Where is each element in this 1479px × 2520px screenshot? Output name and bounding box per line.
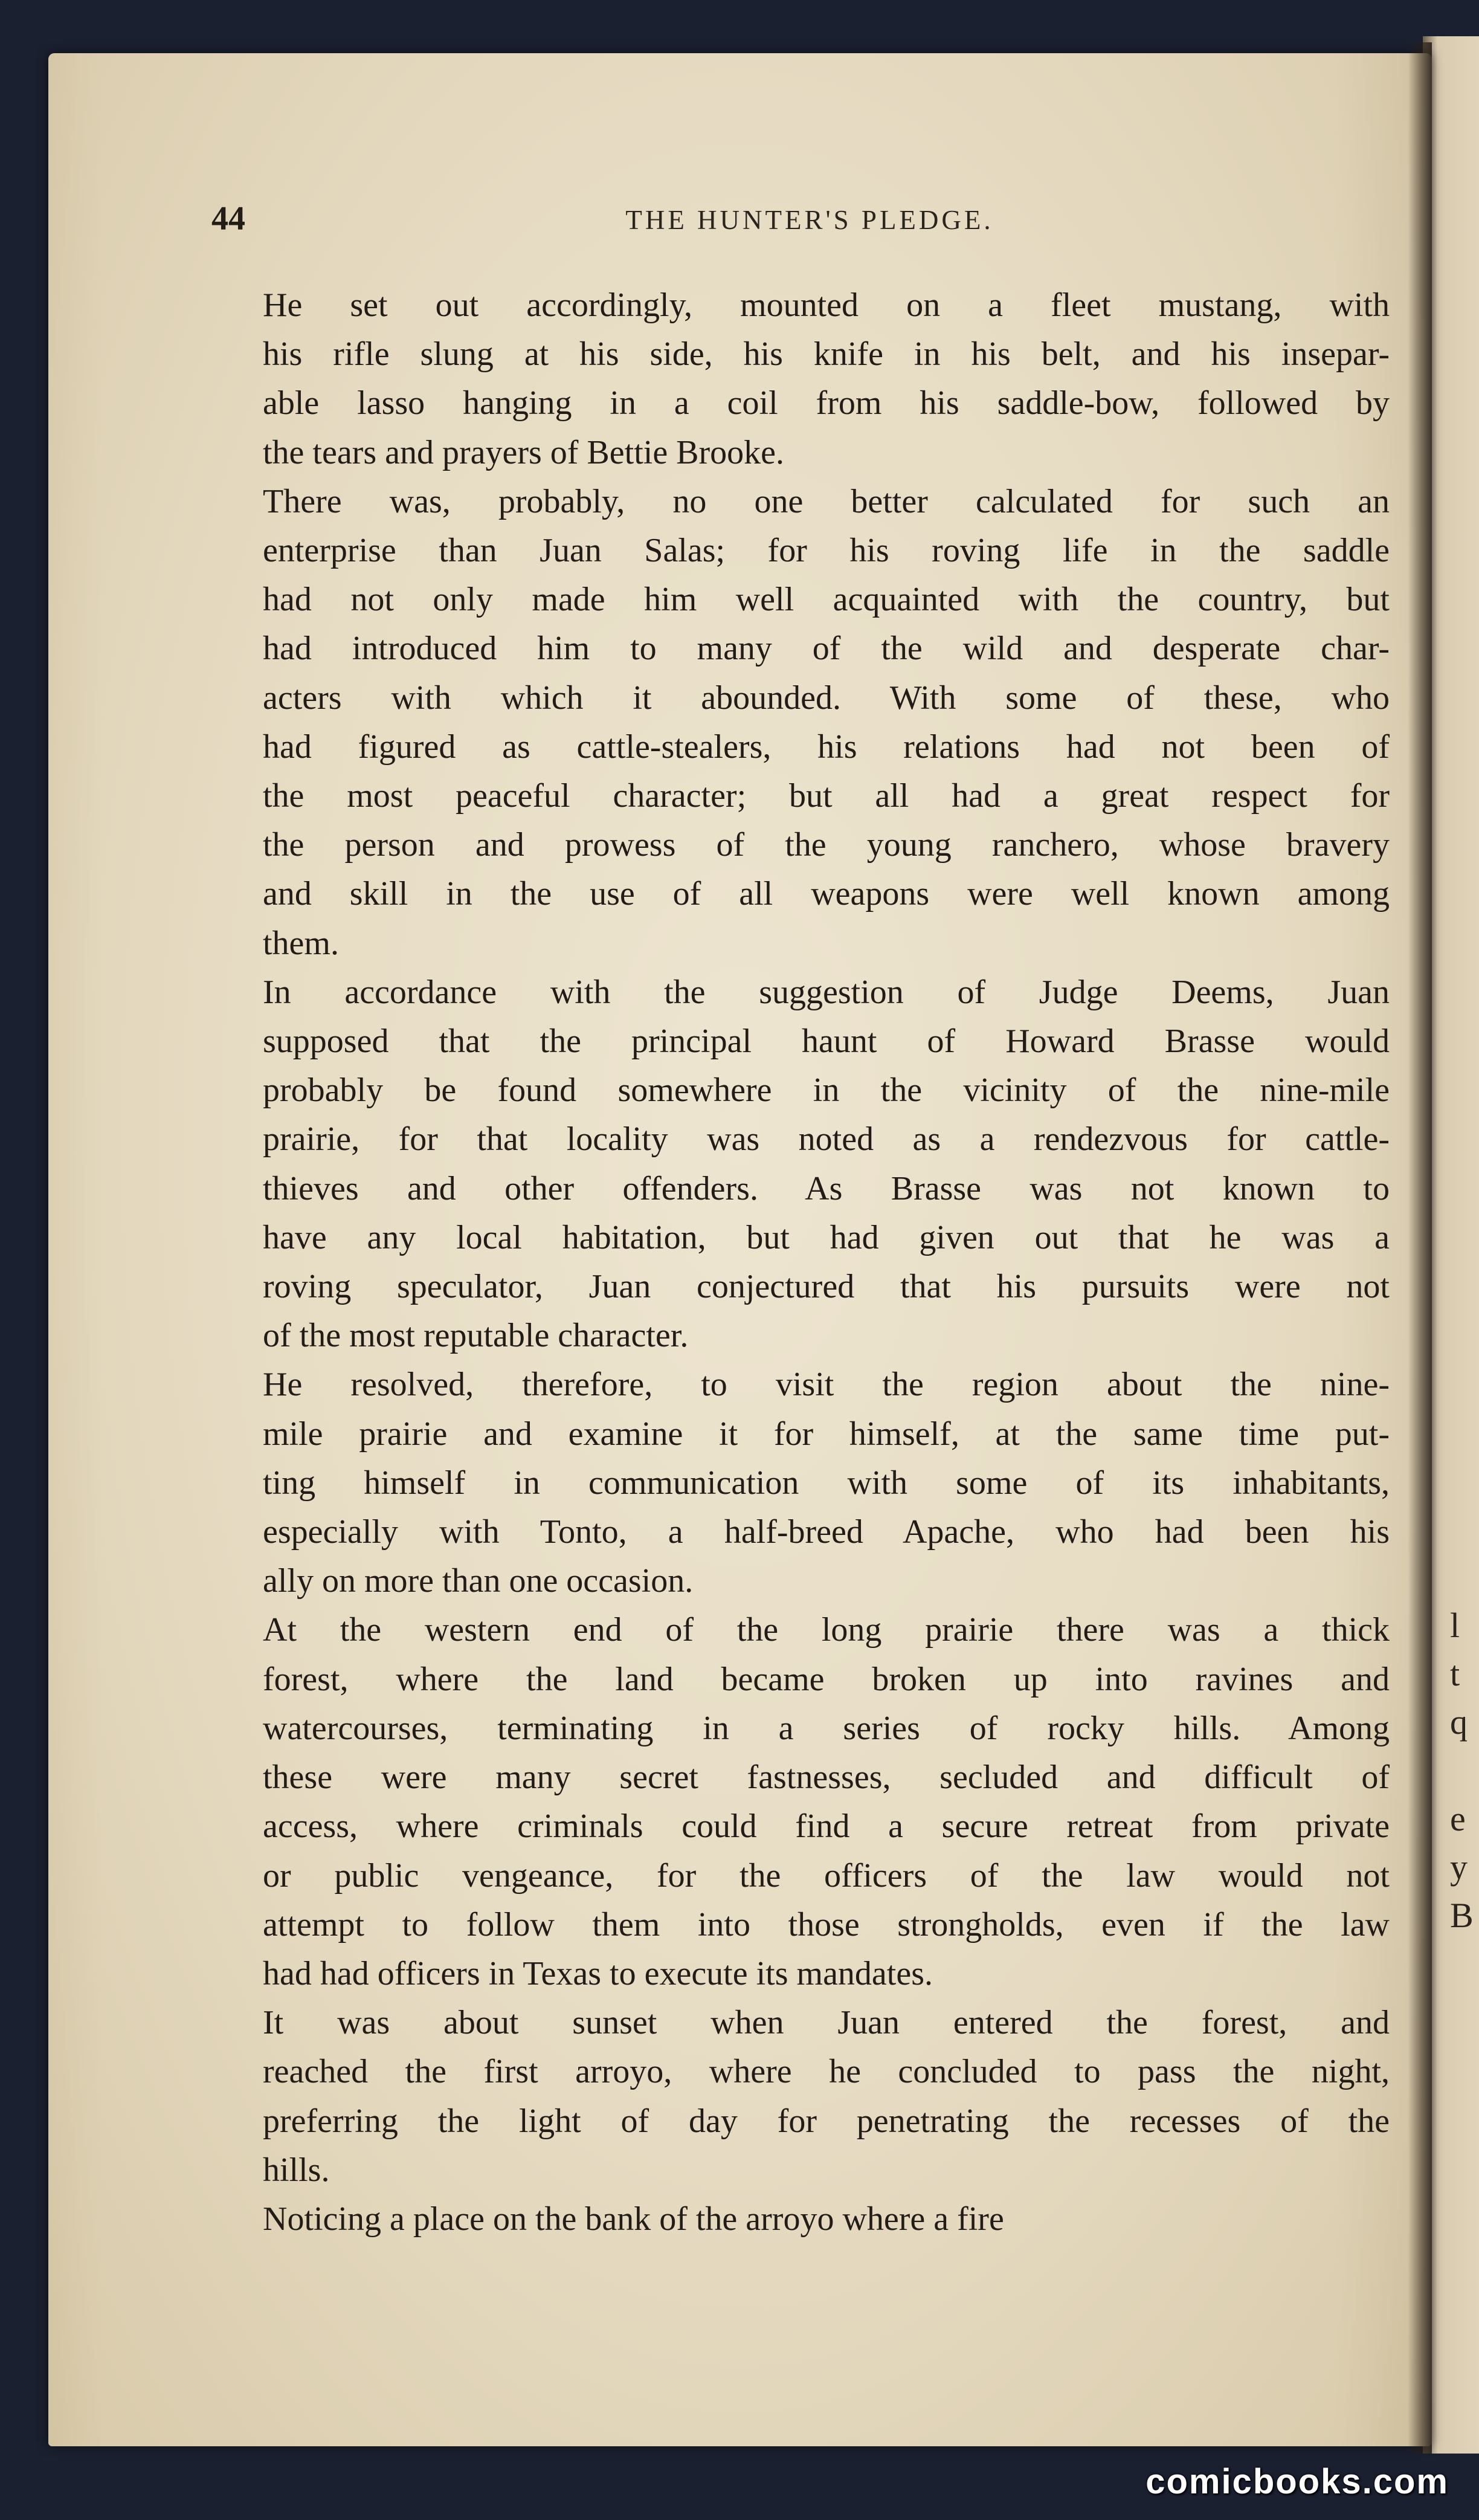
text-line: forest, where the land became broken up into ravines and xyxy=(263,1660,1390,1698)
text-line: of the most reputable character. xyxy=(263,1317,689,1355)
text-line: prairie, for that locality was noted as a rendezvous for cattle- xyxy=(263,1120,1390,1158)
paragraph xyxy=(214,477,1390,968)
edge-letter: q xyxy=(1450,1702,1468,1742)
text-line: hills. xyxy=(263,2151,330,2189)
text-line: the person and prowess of the young ranchero, whose bravery xyxy=(263,826,1390,864)
edge-letter: t xyxy=(1450,1654,1460,1693)
text-line: supposed that the principal haunt of Howard Brasse would xyxy=(263,1023,1390,1061)
text-line: ally on more than one occasion. xyxy=(263,1562,694,1600)
text-line: these were many secret fastnesses, secluded and difficult of xyxy=(263,1759,1390,1797)
text-line: preferring the light of day for penetrating the recesses of the xyxy=(263,2102,1390,2140)
text-line: had not only made him well acquainted with the country, but xyxy=(263,581,1390,619)
text-line: them. xyxy=(263,924,339,962)
page-number: 44 xyxy=(211,200,245,237)
text-line: In accordance with the suggestion of Judge Deems, Juan xyxy=(263,973,1390,1011)
text-line: acters with which it abounded. With some of these, who xyxy=(263,679,1390,717)
text-line: and skill in the use of all weapons were well known among xyxy=(263,875,1390,913)
text-line: probably be found somewhere in the vicinity of the nine-mile xyxy=(263,1071,1390,1110)
text-line: or public vengeance, for the officers of the law would not xyxy=(263,1856,1390,1895)
edge-letter: l xyxy=(1450,1606,1460,1645)
text-line: the tears and prayers of Bettie Brooke. xyxy=(263,433,785,471)
paragraph xyxy=(214,1606,1390,1998)
text-line: had had officers in Texas to execute its mandates. xyxy=(263,1954,933,1992)
edge-letter xyxy=(1450,1746,1479,1795)
text-line: his rifle slung at his side, his knife in his belt, and his insepar- xyxy=(263,335,1390,373)
edge-letter: e xyxy=(1450,1799,1466,1838)
text-line: had introduced him to many of the wild and desperate char- xyxy=(263,630,1390,668)
text-line: had figured as cattle-stealers, his relations had not been of xyxy=(263,728,1390,766)
paragraph xyxy=(214,1360,1390,1606)
edge-letter: B xyxy=(1450,1896,1474,1935)
paragraph xyxy=(214,281,1390,477)
text-line: Noticing a place on the bank of the arroyo where a fire xyxy=(263,2200,1004,2238)
text-line: watercourses, terminating in a series of rocky hills. Among xyxy=(263,1709,1390,1747)
text-line: ting himself in communication with some of its inhabitants, xyxy=(263,1464,1390,1502)
spine-shadow xyxy=(1408,42,1432,2454)
text-line: thieves and other offenders. As Brasse was not known to xyxy=(263,1169,1390,1207)
text-line: mile prairie and examine it for himself, at the same time put- xyxy=(263,1415,1390,1453)
text-line: especially with Tonto, a half-breed Apache, who had been his xyxy=(263,1513,1390,1551)
paragraph xyxy=(214,968,1390,1361)
text-line: roving speculator, Juan conjectured that his pursuits were not xyxy=(263,1268,1390,1306)
text-line: access, where criminals could find a secure retreat from private xyxy=(263,1808,1390,1846)
watermark: comicbooks.com xyxy=(1146,2462,1449,2501)
text-line: He set out accordingly, mounted on a fleet mustang, with xyxy=(263,286,1390,324)
text-line: able lasso hanging in a coil from his saddle-bow, followed by xyxy=(263,384,1390,422)
adjacent-page-letters xyxy=(1450,1601,1479,1940)
text-line: attempt to follow them into those strongholds, even if the law xyxy=(263,1905,1390,1943)
text-line: He resolved, therefore, to visit the region about the nine- xyxy=(263,1366,1390,1404)
running-head xyxy=(211,199,1408,248)
text-line: There was, probably, no one better calculated for such an xyxy=(263,482,1390,520)
body-text xyxy=(214,281,1390,2244)
paragraph xyxy=(214,1998,1390,2195)
text-line: have any local habitation, but had given out that he was a xyxy=(263,1218,1390,1256)
text-line: It was about sunset when Juan entered the forest, and xyxy=(263,2004,1390,2042)
text-line: the most peaceful character; but all had a great respect for xyxy=(263,777,1390,815)
text-line: At the western end of the long prairie there was a thick xyxy=(263,1611,1390,1649)
edge-letter: y xyxy=(1450,1847,1468,1887)
running-title: THE HUNTER'S PLEDGE. xyxy=(625,205,994,235)
paragraph xyxy=(214,2195,1390,2244)
text-line: reached the first arroyo, where he concluded to pass the night, xyxy=(263,2053,1390,2091)
text-line: enterprise than Juan Salas; for his roving life in the saddle xyxy=(263,532,1390,570)
